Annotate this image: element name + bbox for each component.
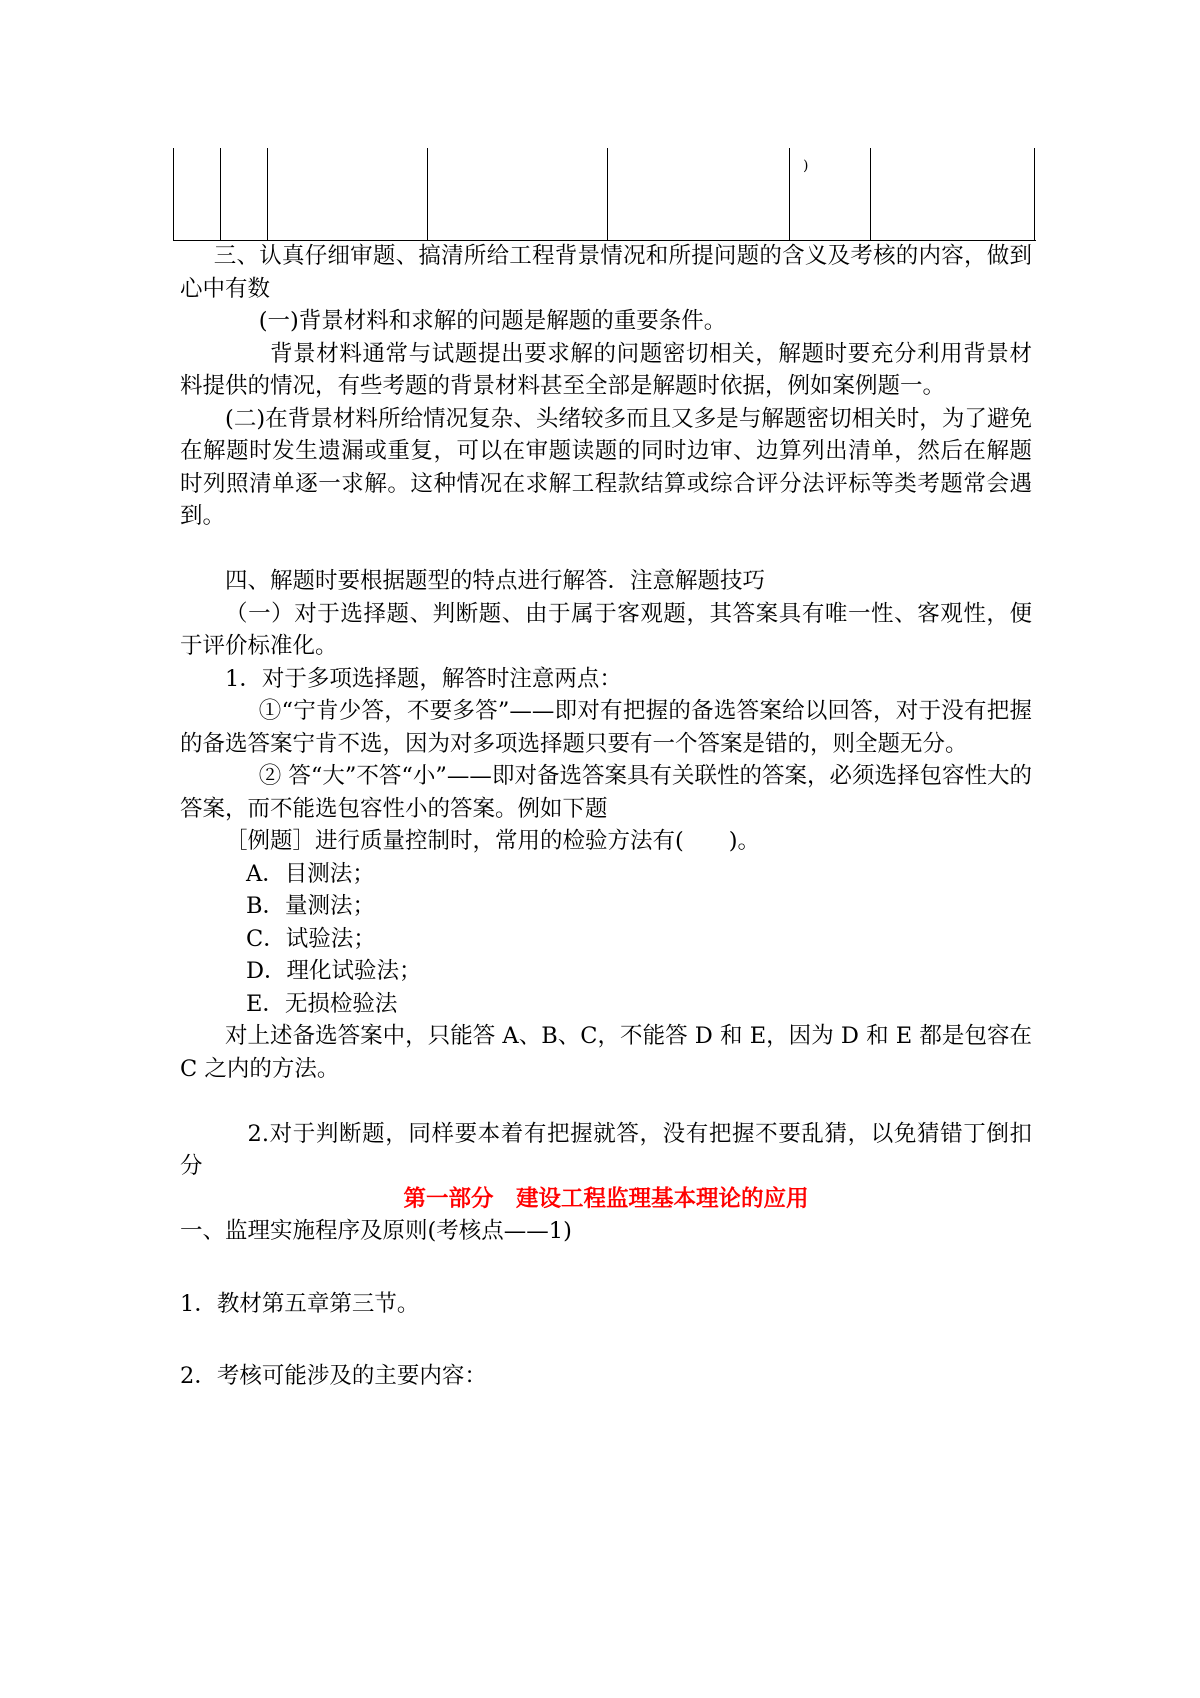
blank-line <box>180 1085 1032 1118</box>
true-false-tip: 2.对于判断题，同样要本着有把握就答，没有把握不要乱猜，以免猜错丁倒扣分 <box>180 1120 1032 1179</box>
table-border-line <box>607 148 608 240</box>
item-textbook-ref: 1．教材第五章第三节。 <box>180 1290 420 1317</box>
option-d: D．理化试验法； <box>246 958 422 984</box>
multi-choice-tip-heading: 1．对于多项选择题，解答时注意两点： <box>225 665 622 692</box>
section-supervision-procedure: 一、监理实施程序及原则(考核点——1) <box>180 1218 572 1244</box>
option-c: C．试验法； <box>246 925 376 952</box>
paragraph-background-material: 背景材料通常与试题提出要求解的问题密切相关，解题时要充分利用背景材料提供的情况，有些考题的背景材料甚至全部是解题时依据，例如案例题一。 <box>180 340 1032 399</box>
table-border-line <box>427 148 428 240</box>
section-heading-four: 四、解题时要根据题型的特点进行解答．注意解题技巧 <box>225 568 766 594</box>
table-fragment <box>173 148 1036 241</box>
blank-line <box>180 1248 1032 1288</box>
table-border-line <box>870 148 871 240</box>
option-a: A．目测法； <box>246 860 375 887</box>
table-border-line <box>1034 148 1035 240</box>
subsection-two: (二)在背景材料所给情况复杂、头绪较多而且又多是与解题密切相关时，为了避免在解题时发生遗漏或重复，可以在审题读题的同时边审、边算列出清单，然后在解题时列照清单逐一求解。这种情况在求解工程款结算或综合评分法评标等类考题常会遇到。 <box>180 405 1032 529</box>
section-heading-three: 三、认真仔细审题、搞清所给工程背景情况和所提问题的含义及考核的内容，做到心中有数 <box>180 243 1032 302</box>
tip-two: ② 答“大”不答“小”——即对备选答案具有关联性的答案，必须选择包容性大的答案，而不能选包容性小的答案。例如下题 <box>180 763 1032 822</box>
example-question: ［例题］进行质量控制时，常用的检验方法有( )。 <box>225 828 761 854</box>
table-border-line <box>173 148 174 240</box>
option-e: E．无损检验法 <box>246 990 398 1017</box>
table-cell-text: ) <box>803 158 809 174</box>
subsection-objective-questions: （一）对于选择题、判断题、由于属于客观题，其答案具有唯一性、客观性，便于评价标准化。 <box>180 600 1032 659</box>
blank-line <box>180 1320 1032 1360</box>
table-border-line <box>220 148 221 240</box>
table-border-line <box>267 148 268 240</box>
item-exam-content: 2．考核可能涉及的主要内容： <box>180 1363 487 1389</box>
answer-explanation: 对上述备选答案中，只能答 A、B、C，不能答 D 和 E，因为 D 和 E 都是包容在 C 之内的方法。 <box>180 1023 1032 1082</box>
subsection-one: (一)背景材料和求解的问题是解题的重要条件。 <box>258 308 727 334</box>
blank-line <box>180 533 1032 566</box>
tip-one: ①“宁肯少答，不要多答”——即对有把握的备选答案给以回答，对于没有把握的备选答案宁肯不选，因为对多项选择题只要有一个答案是错的，则全题无分。 <box>180 698 1032 757</box>
option-b: B．量测法； <box>246 893 376 919</box>
table-border-line <box>789 148 790 240</box>
part-heading: 第一部分 建设工程监理基本理论的应用 <box>403 1185 809 1212</box>
document-body <box>180 240 1032 1393</box>
